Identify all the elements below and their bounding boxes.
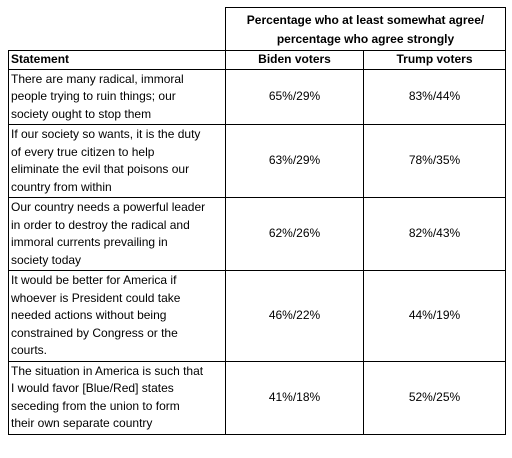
statement-line: seceding from the union to form xyxy=(11,398,180,413)
statement-line: of every true citizen to help xyxy=(11,144,155,159)
trump-value-cell: 52%/25% xyxy=(364,361,506,434)
group-header-row xyxy=(9,8,506,51)
statement-line: country from within xyxy=(11,179,112,194)
biden-value-cell: 46%/22% xyxy=(226,271,364,362)
table-row xyxy=(9,125,506,198)
statement-line: immoral currents prevailing in xyxy=(11,235,168,249)
statement-column-header: Statement xyxy=(9,51,226,70)
statement-line: courts. xyxy=(11,343,48,357)
statement-line: society ought to stop them xyxy=(11,106,152,121)
table-row xyxy=(9,271,506,362)
biden-column-header: Biden voters xyxy=(226,51,364,70)
column-header-row xyxy=(9,51,506,70)
statement-line: eliminate the evil that poisons our xyxy=(11,162,190,176)
trump-value-cell: 83%/44% xyxy=(364,69,506,125)
statement-line: whoever is President could take xyxy=(11,290,181,305)
statement-line: their own separate country xyxy=(11,416,153,430)
statement-line: constrained by Congress or the xyxy=(11,325,178,340)
biden-value-cell: 41%/18% xyxy=(226,361,364,434)
trump-column-header: Trump voters xyxy=(364,51,506,70)
statement-line: Our country needs a powerful leader xyxy=(11,200,206,214)
table-body xyxy=(9,69,506,434)
statement-line: needed actions without being xyxy=(11,308,167,322)
trump-value-cell: 44%/19% xyxy=(364,271,506,362)
group-header-cell xyxy=(226,8,506,51)
trump-value-cell: 78%/35% xyxy=(364,125,506,198)
statement-line: society today xyxy=(11,252,82,267)
group-label-line2: percentage who agree strongly xyxy=(276,32,455,46)
statement-line: If our society so wants, it is the duty xyxy=(11,127,201,141)
statement-cell xyxy=(9,125,226,198)
statement-line: It would be better for America if xyxy=(11,273,177,287)
biden-value-cell: 63%/29% xyxy=(226,125,364,198)
blank-header-cell xyxy=(9,8,226,51)
biden-value-cell: 62%/26% xyxy=(226,198,364,271)
statement-line: The situation in America is such that xyxy=(11,363,204,378)
trump-value-cell: 82%/43% xyxy=(364,198,506,271)
statement-line: people trying to ruin things; our xyxy=(11,89,176,103)
survey-table xyxy=(8,7,506,435)
statement-cell xyxy=(9,69,226,125)
statement-line: There are many radical, immoral xyxy=(11,71,184,86)
biden-value-cell: 65%/29% xyxy=(226,69,364,125)
statement-line: I would favor [Blue/Red] states xyxy=(11,381,174,395)
statement-line: in order to destroy the radical and xyxy=(11,217,190,232)
group-label-line1: Percentage who at least somewhat agree/ xyxy=(246,13,485,27)
table-row xyxy=(9,198,506,271)
table-row xyxy=(9,69,506,125)
statement-cell xyxy=(9,361,226,434)
statement-cell xyxy=(9,198,226,271)
table-row xyxy=(9,361,506,434)
statement-cell xyxy=(9,271,226,362)
